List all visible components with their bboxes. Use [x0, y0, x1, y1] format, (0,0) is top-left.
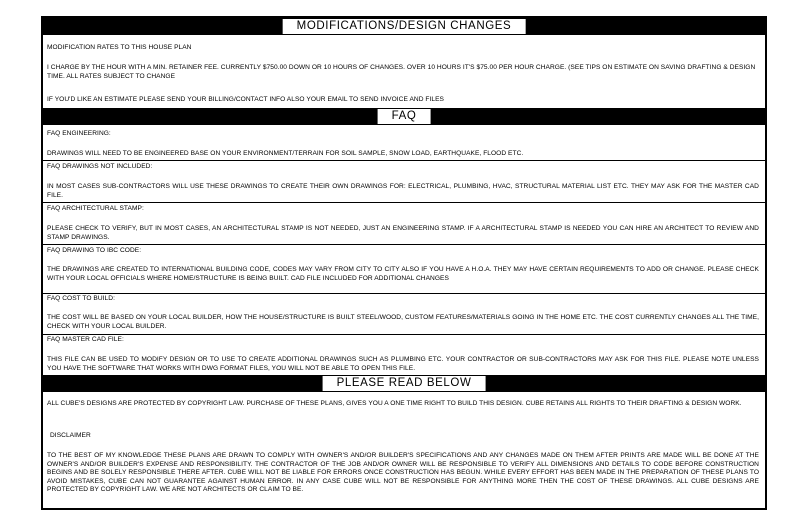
- disclaimer-label: DISCLAIMER: [50, 432, 91, 439]
- divider: [43, 160, 765, 161]
- rates-text: I CHARGE BY THE HOUR WITH A MIN. RETAINER FEE. CURRENTLY $750.00 DOWN OR 10 HOURS OF CHANGES. OVER 10 HOURS IT'S $75.00 PER HOUR CHARGE. (SEE TIPS ON ESTIMATE ON SAVING DRAFTING & DESIGN TIME. ALL RATES SUBJECT TO CHANGE: [47, 64, 756, 80]
- divider: [43, 244, 765, 245]
- faq-question-ibc-code: FAQ DRAWING TO IBC CODE:: [47, 247, 142, 254]
- modifications-title: MODIFICATIONS/DESIGN CHANGES: [283, 19, 526, 34]
- copyright-text: ALL CUBE'S DESIGNS ARE PROTECTED BY COPYRIGHT LAW. PURCHASE OF THESE PLANS, GIVES YOU A ONE TIME RIGHT TO BUILD THIS DESIGN. CUBE RETAINS ALL RIGHTS TO THEIR DRAFTING & DESIGN WORK.: [47, 400, 742, 407]
- faq-question-engineering: FAQ ENGINEERING:: [47, 130, 111, 137]
- divider: [43, 202, 765, 203]
- modifications-banner: [43, 18, 765, 35]
- faq-banner: [43, 108, 765, 125]
- faq-title: FAQ: [378, 109, 431, 124]
- estimate-text: IF YOU'D LIKE AN ESTIMATE PLEASE SEND YOUR BILLING/CONTACT INFO ALSO YOUR EMAIL TO SEND INVOICE AND FILES: [47, 96, 444, 103]
- faq-answer-ibc-code: THE DRAWINGS ARE CREATED TO INTERNATIONAL BUILDING CODE, CODES MAY VARY FROM CITY TO CITY ALSO IF YOU HAVE A H.O.A. THEY MAY HAVE CERTAIN REQUIREMENTS TO ADD OR CHANGE. PLEASE CHECK WITH YOUR LOCAL OFFICIALS WHERE HOME/STRUCTURE IS BEING BUILT. CAD FILE INCLUDED FOR ADDITIONAL CHANGES: [47, 266, 759, 282]
- faq-question-master-cad-file: FAQ MASTER CAD FILE:: [47, 336, 124, 343]
- rates-label: MODIFICATION RATES TO THIS HOUSE PLAN: [47, 44, 192, 51]
- faq-answer-master-cad-file: THIS FILE CAN BE USED TO MODIFY DESIGN OR TO USE TO CREATE ADDITIONAL DRAWINGS SUCH AS PLUMBING ETC. YOUR CONTRACTOR OR SUB-CONTRACTORS MAY ASK FOR THIS FILE. PLEASE NOTE UNLESS YOU HAVE THE SOFTWARE THAT WORKS WITH DWG FORMAT FILES, YOU WILL NOT BE ABLE TO OPEN THIS FILE.: [47, 356, 759, 372]
- faq-answer-engineering: DRAWINGS WILL NEED TO BE ENGINEERED BASE ON YOUR ENVIRONMENT/TERRAIN FOR SOIL SAMPLE, SNOW LOAD, EARTHQUAKE, FLOOD ETC.: [47, 150, 524, 157]
- info-sheet: [41, 16, 767, 510]
- faq-question-drawings-not-included: FAQ DRAWINGS NOT INCLUDED:: [47, 163, 153, 170]
- faq-question-cost-to-build: FAQ COST TO BUILD:: [47, 295, 115, 302]
- divider: [43, 293, 765, 294]
- read-below-banner: [43, 375, 765, 392]
- faq-answer-drawings-not-included: IN MOST CASES SUB-CONTRACTORS WILL USE THESE DRAWINGS TO CREATE THEIR OWN DRAWINGS FOR: ELECTRICAL, PLUMBING, HVAC, STRUCTURAL MATERIAL LIST ETC. THEY MAY ASK FOR THE MASTER CAD FILE.: [47, 183, 759, 199]
- faq-answer-cost-to-build: THE COST WILL BE BASED ON YOUR LOCAL BUILDER, HOW THE HOUSE/STRUCTURE IS BUILT STEEL/WOOD, CUSTOM FEATURES/MATERIALS GOING IN THE HOME ETC. THE COST CURRENTLY CHANGES ALL THE TIME, CHECK WITH YOUR LOCAL BUILDER.: [47, 314, 759, 330]
- read-below-title: PLEASE READ BELOW: [323, 376, 486, 391]
- faq-answer-architectural-stamp: PLEASE CHECK TO VERIFY, BUT IN MOST CASES, AN ARCHITECTURAL STAMP IS NOT NEEDED, JUST AN ENGINEERING STAMP. IF A ARCHITECTURAL STAMP IS NEEDED YOU CAN HIRE AN ARCHITECT TO REVIEW AND STAMP DRAWINGS.: [47, 225, 759, 241]
- disclaimer-text: TO THE BEST OF MY KNOWLEDGE THESE PLANS ARE DRAWN TO COMPLY WITH OWNER'S AND/OR BUILDER'S SPECIFICATIONS AND ANY CHANGES MADE ON THEM AFTER PRINTS ARE MADE WILL BE DONE AT THE OWNER'S AND/OR BUILDER'S EXPENSE AND RESPONSIBILITY. THE CONTRACTOR OF THE JOB AND/OR OWNER WILL BE RESPONSIBLE TO VERIFY ALL DIMENSIONS AND DETAILS TO CODE BEFORE CONSTRUCTION BEGINS AND BE SOLELY RESPONSIBLE THERE AFTER. CUBE WILL NOT BE LIABLE FOR ERRORS ONCE CONSTRUCTION HAS BEGUN. WHILE EVERY EFFORT HAS BEEN MADE IN THE PREPARATION OF THESE PLANS TO AVOID MISTAKES, CUBE CAN NOT GUARANTEE AGAINST HUMAN ERROR. IN ANY CASE CUBE WILL NOT BE RESPONSIBLE FOR ANYTHING MORE THEN THE COST OF THESE DRAWINGS. ALL CUBE DESIGNS ARE PROTECTED BY COPYRIGHT LAW. WE ARE NOT ARCHITECTS OR CLAIM TO BE.: [47, 452, 759, 494]
- faq-question-architectural-stamp: FAQ ARCHITECTURAL STAMP:: [47, 205, 144, 212]
- divider: [43, 334, 765, 335]
